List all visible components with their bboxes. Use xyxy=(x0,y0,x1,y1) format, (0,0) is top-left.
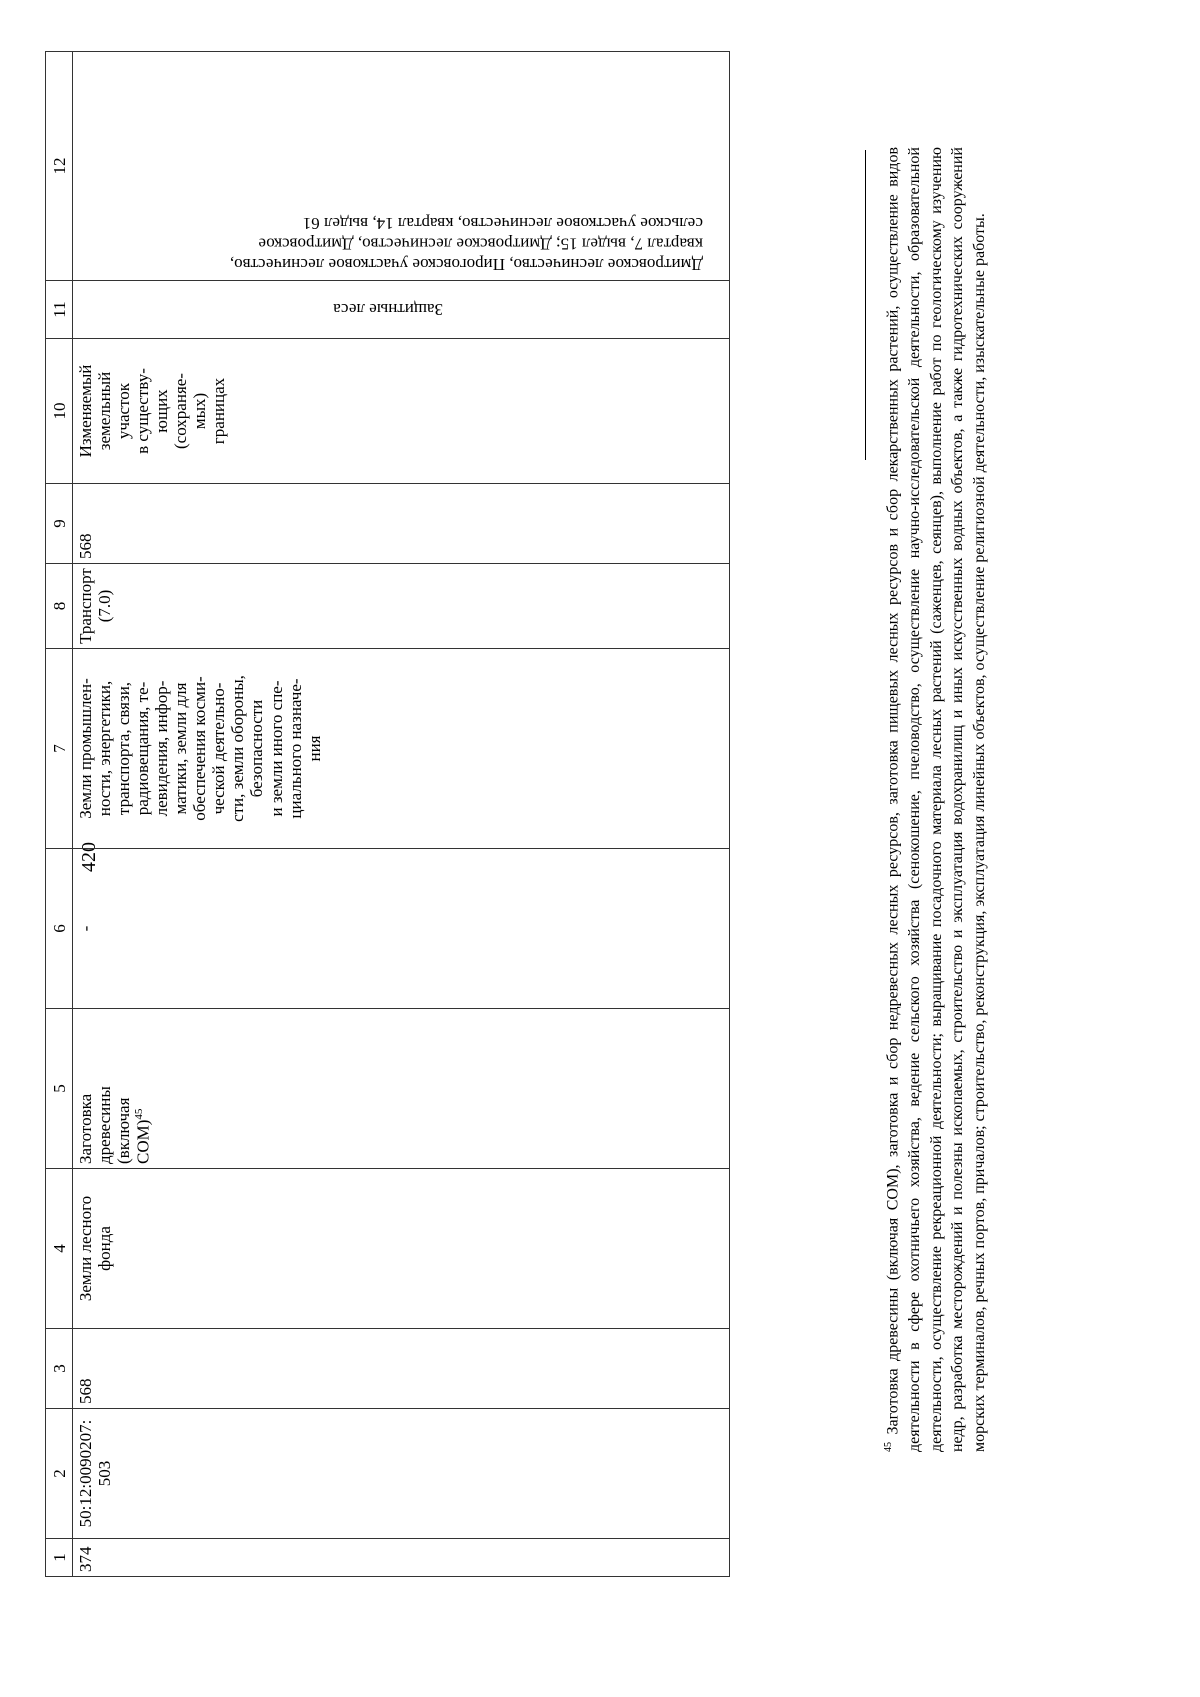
land-category: Земли лесного фонда xyxy=(76,1195,115,1302)
footnote-text: Заготовка древесины (включая СОМ), заготовка и сбор недревесных лесных ресурсов, заготовка пищевых лесных ресурсов и сбор лекарственных растений, осуществление видов деятельности в сфере охотничьего хозяйства, ведение сельского хозяйства (сенокошение, пчеловодство, осуществление научно-исследовательской деятельности, образовательной деятельности, осуществление рекреационной деятельности; выращивание посадочного материала лесных растений (саженцев, сеянцев), выполнение работ по геологическому изучению недр, разработка месторождений и полезны ископаемых, строительство и эксплуатация водохранилищ и иных искусственных водных объектов, а также гидротехнических сооружений морских терминалов, речных портов, причалов; строительство, реконструкция, эксплуатация линейных объектов, осуществление религиозной деятельности, изыскательные работы. xyxy=(884,146,988,1452)
column-number: 4 xyxy=(46,1169,73,1329)
column-number: 5 xyxy=(46,1009,73,1169)
column-number: 6 xyxy=(46,849,73,1009)
row-number-cell xyxy=(73,1539,730,1577)
forest-category-cell xyxy=(73,281,730,339)
permitted-use-cell xyxy=(73,564,730,649)
forest-location: Дмитровское лесничество, Пироговское участковое лесничество, квартал 7, выдел 15; Дмитровское лесничество, Дмитровское сельское участковое лесничество, квартал 14, выдел 61 xyxy=(230,214,704,274)
footnote-marker: 45 xyxy=(883,1442,894,1452)
area-value: 568 xyxy=(76,1378,96,1404)
page-number: 420 xyxy=(78,842,100,872)
empty-value-dash: - xyxy=(76,925,96,932)
permitted-use: Транспорт (7.0) xyxy=(76,568,115,644)
forest-category: Защитные леса xyxy=(333,300,444,320)
land-category-cell xyxy=(73,1169,730,1329)
planned-area-value: 568 xyxy=(76,533,96,559)
footnote-separator xyxy=(865,150,866,460)
planned-area-cell xyxy=(73,484,730,564)
planned-category-cell xyxy=(73,649,730,849)
column-number: 1 xyxy=(46,1539,73,1577)
plot-status: Изменяемый земельный участок в существу- ющих (сохраняе- мых) границах xyxy=(76,364,229,458)
cadastral-number-cell xyxy=(73,1409,730,1539)
column-number: 7 xyxy=(46,649,73,849)
column-6-cell xyxy=(73,849,730,1009)
current-use: Заготовка древесины (включая СОМ) xyxy=(76,1086,153,1164)
footnote xyxy=(882,147,990,1452)
footnote-reference: 45 xyxy=(133,1108,146,1120)
column-number: 10 xyxy=(46,339,73,484)
area-cell xyxy=(73,1329,730,1409)
column-number-row xyxy=(46,52,73,1577)
cadastral-number: 50:12:0090207: 503 xyxy=(76,1419,115,1528)
column-number: 3 xyxy=(46,1329,73,1409)
column-number: 9 xyxy=(46,484,73,564)
column-number: 2 xyxy=(46,1409,73,1539)
current-use-cell xyxy=(73,1009,730,1169)
land-plot-table xyxy=(45,51,730,1577)
column-number: 8 xyxy=(46,564,73,649)
forest-location-cell xyxy=(73,52,730,281)
column-number: 11 xyxy=(46,281,73,339)
plot-status-cell xyxy=(73,339,730,484)
planned-land-category: Земли промышлен- ности, энергетики, транспорта, связи, радиовещания, те- левидения, инфор- матики, земли для обеспечения косми- ческой деятельно- сти, земли обороны, безопасности и земли иного спе- циального назначе- ния xyxy=(76,675,324,822)
row-number: 374 xyxy=(76,1546,96,1572)
table-row xyxy=(73,52,730,1577)
column-number: 12 xyxy=(46,52,73,281)
